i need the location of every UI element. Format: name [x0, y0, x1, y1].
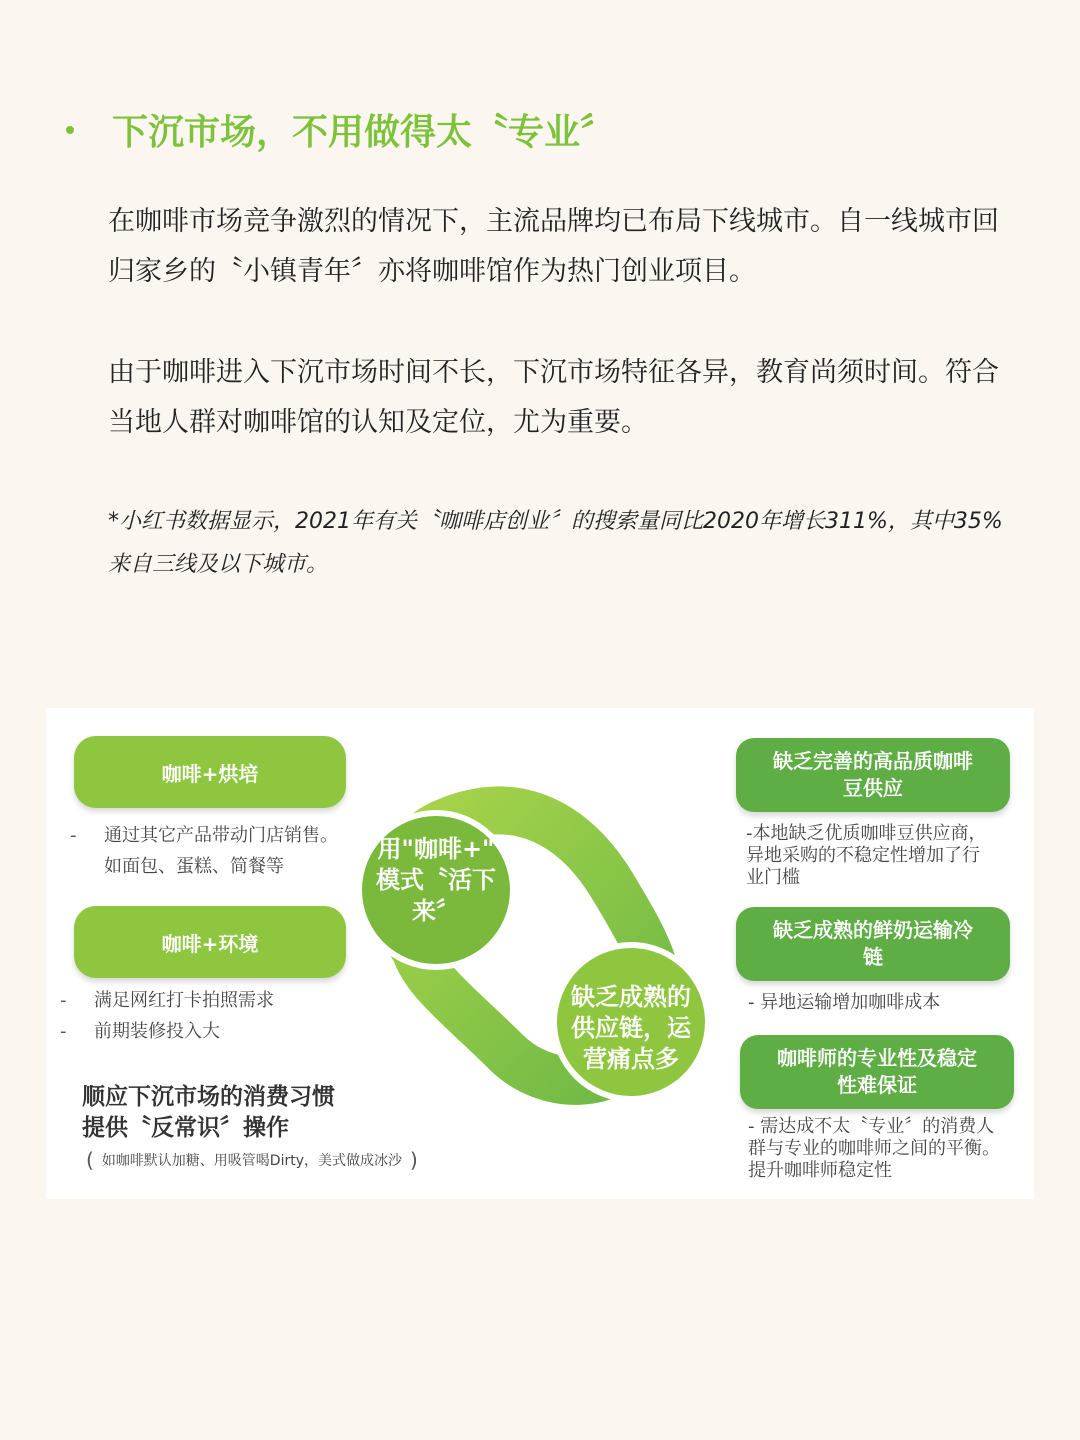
circle2-line: 缺乏成熟的 [571, 983, 691, 1011]
section-heading [66, 104, 616, 155]
dash-marker: - [60, 990, 67, 1011]
bottom-title-line: 顺应下沉市场的消费习惯 [82, 1084, 335, 1110]
pill-line: 性难保证 [837, 1073, 917, 1097]
pill-coffee-bean-supply [736, 738, 1010, 812]
cold-chain-desc [748, 992, 940, 1014]
desc-line: 通过其它产品带动门店销售。 [104, 825, 338, 846]
coffee-baking-desc [70, 820, 338, 882]
paren-open: ( [86, 1148, 94, 1172]
desc-line: 前期装修投入大 [94, 1021, 220, 1042]
pill-coffee-environment [74, 906, 346, 978]
circle1-line: 模式〝活下 [376, 866, 496, 894]
circle2-line: 供应链，运 [571, 1014, 691, 1042]
desc-row [70, 820, 338, 851]
pill-coffee-baking-label: 咖啡+烘培 [161, 761, 259, 786]
data-note: *小红书数据显示，2021年有关〝咖啡店创业〞的搜索量同比2020年增长311%，其中35%来自三线及以下城市。 [108, 509, 1003, 577]
pill-line: 缺乏完善的高品质咖啡 [773, 749, 973, 773]
desc-line: 群与专业的咖啡师之间的平衡。 [748, 1138, 1000, 1159]
pill-barista-stability [740, 1035, 1014, 1109]
pill-line: 缺乏成熟的鲜奶运输冷 [773, 918, 973, 942]
bottom-subtitle-text: 如咖啡默认加糖、用吸管喝Dirty，美式做成冰沙 [101, 1153, 403, 1169]
desc-row [60, 1016, 274, 1047]
bottom-subtitle [86, 1148, 418, 1172]
paragraph-1: 在咖啡市场竞争激烈的情况下，主流品牌均已布局下线城市。自一线城市回归家乡的〝小镇青年〞亦将咖啡馆作为热门创业项目。 [108, 206, 999, 287]
paragraph-2: 由于咖啡进入下沉市场时间不长，下沉市场特征各异，教育尚须时间。符合当地人群对咖啡馆的认知及定位，尤为重要。 [108, 357, 999, 438]
desc-line: - 需达成不太〝专业〞的消费人 [748, 1116, 995, 1137]
desc-row [70, 851, 338, 882]
coffee-bean-supply-desc [746, 823, 987, 889]
dash-marker: - [60, 1021, 67, 1042]
circle1-text [362, 834, 510, 927]
pill-line: 链 [863, 945, 883, 969]
desc-line: 业门槛 [746, 867, 800, 888]
desc-row [60, 985, 274, 1016]
desc-line: 异地采购的不稳定性增加了行 [746, 845, 980, 866]
diagram-card [46, 708, 1034, 1199]
desc-line: 提升咖啡师稳定性 [748, 1160, 892, 1181]
desc-line: 满足网红打卡拍照需求 [94, 990, 274, 1011]
desc-line: - 异地运输增加咖啡成本 [748, 992, 941, 1013]
desc-line: 如面包、蛋糕、简餐等 [104, 856, 284, 877]
heading-text: 下沉市场，不用做得太〝专业〞 [112, 112, 617, 153]
paren-close: ) [410, 1148, 418, 1172]
pill-coffee-environment-label: 咖啡+环境 [161, 931, 259, 956]
pill-coffee-baking [74, 736, 346, 808]
circle2-text [550, 982, 712, 1075]
bottom-title-line: 提供〝反常识〞操作 [82, 1115, 289, 1141]
bullet-dot-icon [66, 126, 74, 134]
circle2-line: 营痛点多 [583, 1045, 679, 1073]
pill-line: 咖啡师的专业性及稳定 [777, 1046, 977, 1070]
desc-line: -本地缺乏优质咖啡豆供应商， [746, 823, 987, 844]
pill-line: 豆供应 [843, 776, 903, 800]
circle1-line: 用"咖啡+" [377, 835, 495, 863]
pill-cold-chain [736, 907, 1010, 981]
bottom-title [82, 1082, 335, 1144]
circle1-line: 来〞 [412, 897, 460, 925]
coffee-environment-desc [60, 985, 274, 1047]
barista-stability-desc [748, 1116, 1000, 1182]
dash-marker: - [70, 825, 77, 846]
